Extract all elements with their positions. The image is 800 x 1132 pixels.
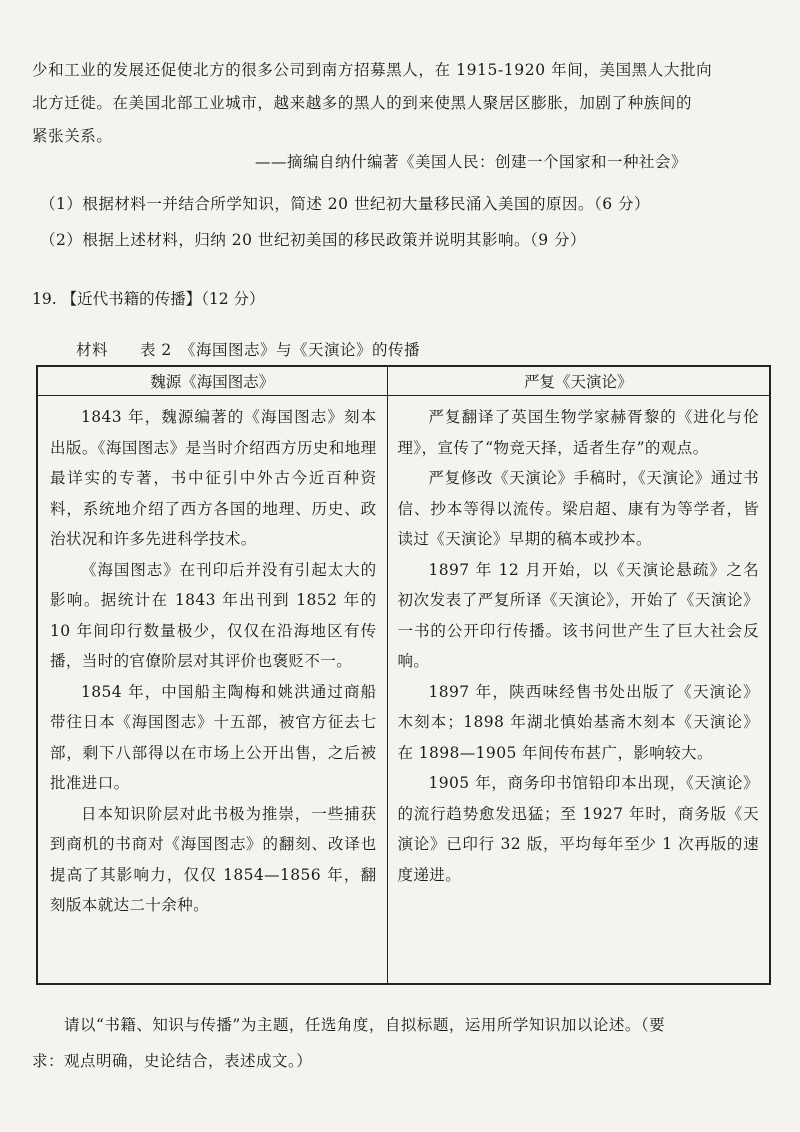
haiguo-paragraph: 1843 年，魏源编著的《海国图志》刻本出版。《海国图志》是当时介绍西方历史和地理最详实的专著，书中征引中外古今近百种资料，系统地介绍了西方各国的地理、历史、政治状况和许多先进科学技术。 <box>50 408 377 548</box>
material-table <box>36 365 771 985</box>
question-1: （1）根据材料一并结合所学知识，简述 20 世纪初大量移民涌入美国的原因。（6 分） <box>40 195 650 213</box>
tianyan-paragraph: 严复翻译了英国生物学家赫胥黎的《进化与伦理》，宣传了“物竞天择，适者生存”的观点。 <box>397 408 759 457</box>
q19-heading: 19. 【近代书籍的传播】（12 分） <box>32 290 265 308</box>
table-header-tianyan: 严复《天演论》 <box>387 366 770 396</box>
table-caption: 材料 表 2 《海国图志》与《天演论》的传播 <box>76 341 421 359</box>
table-header-haiguo: 魏源《海国图志》 <box>37 366 387 396</box>
tianyan-paragraph: 1897 年 12 月开始，以《天演论悬疏》之名初次发表了严复所译《天演论》，开始了《天演论》一书的公开印行传播。该书问世产生了巨大社会反响。 <box>397 560 759 670</box>
haiguo-paragraph: 日本知识阶层对此书极为推崇，一些捕获到商机的书商对《海国图志》的翻刻、改译也提高了其影响力，仅仅 1854—1856 年，翻刻版本就达二十余种。 <box>50 804 377 914</box>
tianyan-paragraph: 1905 年，商务印书馆铅印本出现，《天演论》的流行趋势愈发迅猛；至 1927 年时，商务版《天演论》已印行 32 版，平均每年至少 1 次再版的速度递进。 <box>397 774 759 884</box>
intro-line-2: 北方迁徙。在美国北部工业城市，越来越多的黑人的到来使黑人聚居区膨胀，加剧了种族间的 <box>32 94 693 112</box>
question-2: （2）根据上述材料，归纳 20 世纪初美国的移民政策并说明其影响。（9 分） <box>40 231 586 249</box>
haiguo-paragraph: 《海国图志》在刊印后并没有引起太大的影响。据统计在 1843 年出刊到 1852 年的 10 年间印行数量极少，仅仅在沿海地区有传播，当时的官僚阶层对其评价也褒贬不一。 <box>50 560 377 670</box>
tianyan-column <box>387 396 770 985</box>
intro-line-1: 少和工业的发展还促使北方的很多公司到南方招募黑人，在 1915-1920 年间，美国黑人大批向 <box>32 61 713 79</box>
source-citation: ——摘编自纳什编著《美国人民：创建一个国家和一种社会》 <box>255 153 688 171</box>
tianyan-paragraph: 严复修改《天演论》手稿时，《天演论》通过书信、抄本等得以流传。梁启超、康有为等学者，皆读过《天演论》早期的稿本或抄本。 <box>397 469 759 548</box>
task-line-2: 求：观点明确，史论结合，表述成文。） <box>32 1052 313 1070</box>
haiguo-column <box>37 396 387 985</box>
haiguo-paragraph: 1854 年，中国船主陶梅和姚洪通过商船带往日本《海国图志》十五部，被官方征去七部，剩下八部得以在市场上公开出售，之后被批准进口。 <box>50 682 377 792</box>
tianyan-paragraph: 1897 年，陕西味经售书处出版了《天演论》木刻本；1898 年湖北慎始基斋木刻本《天演论》在 1898—1905 年间传布甚广，影响较大。 <box>397 682 759 762</box>
intro-line-3: 紧张关系。 <box>32 127 113 145</box>
task-line-1: 请以“书籍、知识与传播”为主题，任选角度，自拟标题，运用所学知识加以论述。（要 <box>32 1016 666 1034</box>
